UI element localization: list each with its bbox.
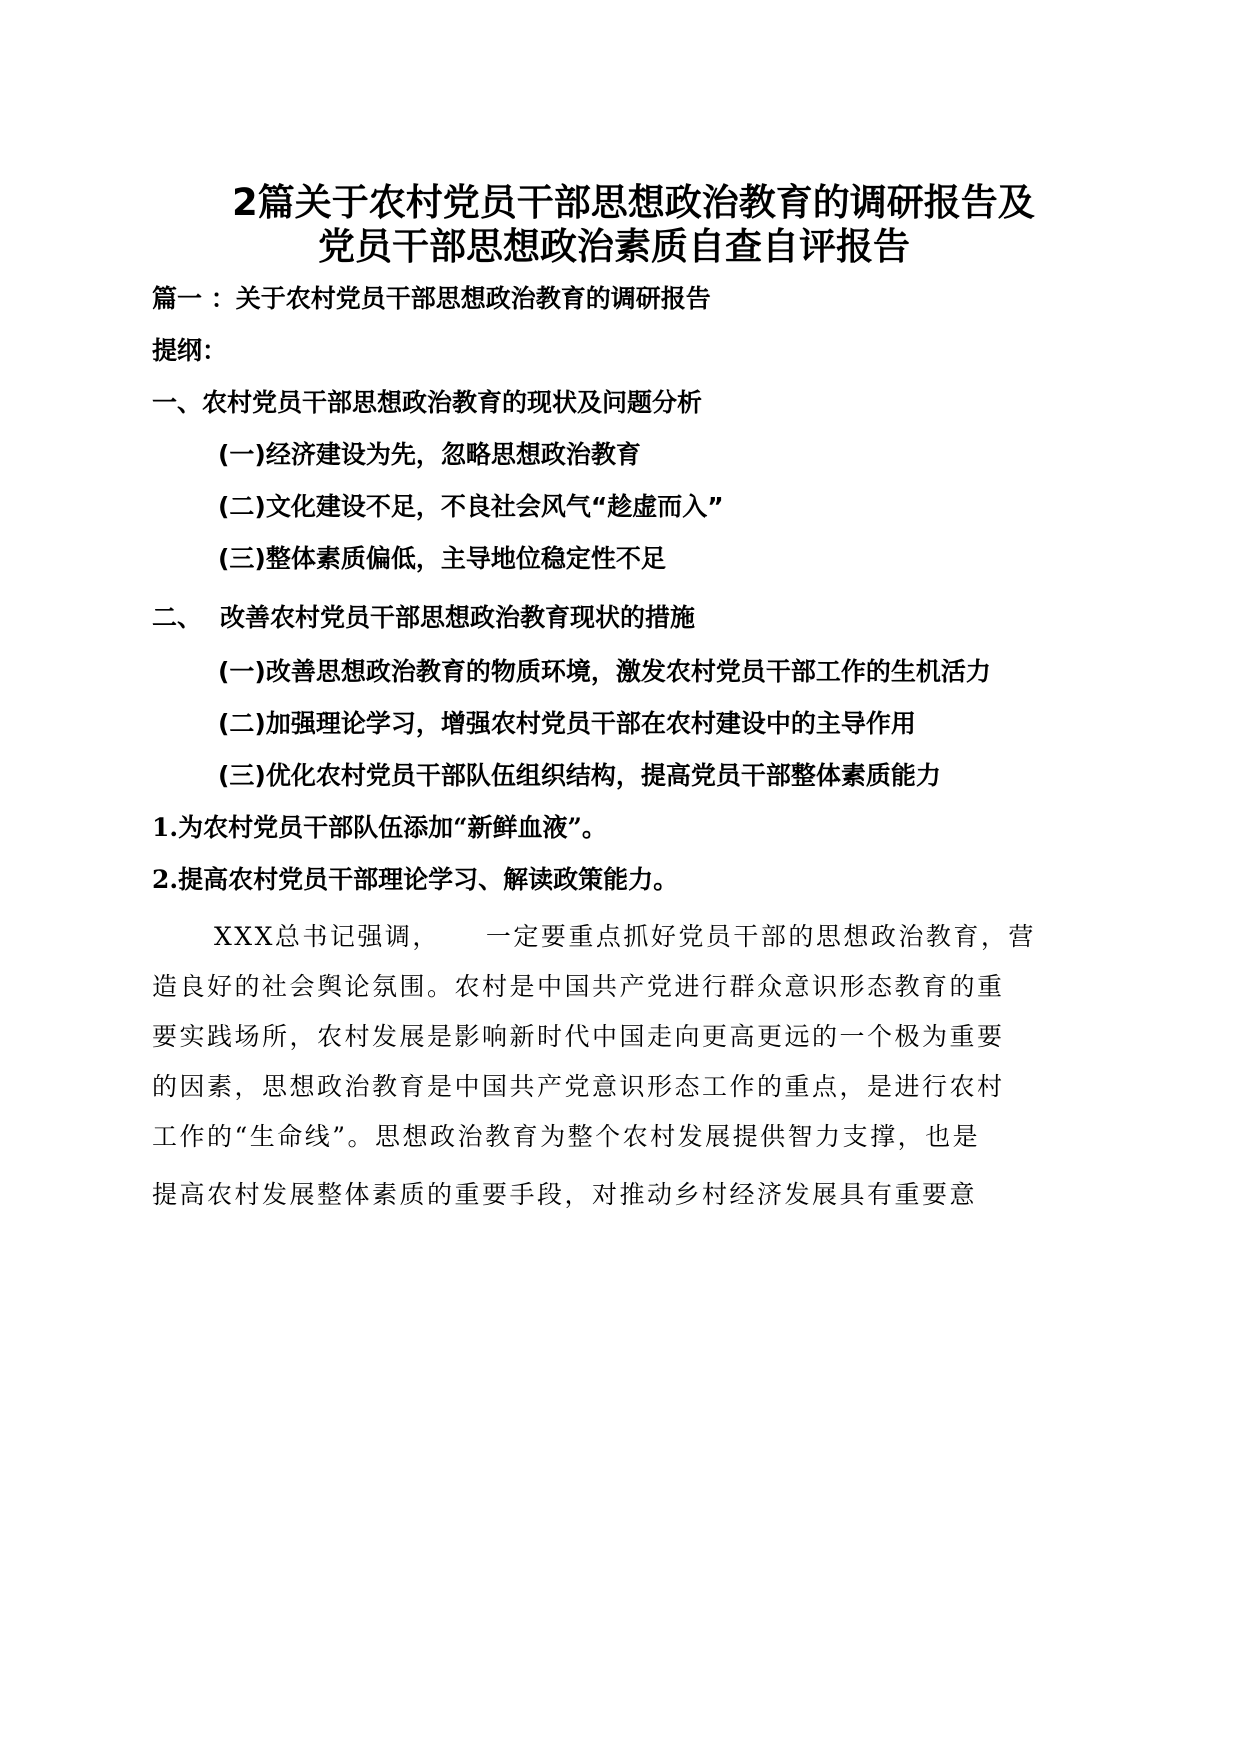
body-line-1a: XXX总书记强调， — [214, 922, 440, 951]
body-paragraph-line: 造良好的社会舆论氛围。农村是中国共产党进行群众意识形态教育的重 — [152, 972, 1005, 1001]
document-title-line-2: 党员干部思想政治素质自查自评报告 — [318, 225, 910, 268]
section-1-item: (三)整体素质偏低，主导地位稳定性不足 — [218, 544, 666, 573]
section-2-number: 二、 — [152, 603, 203, 632]
section-2-item: (三)优化农村党员干部队伍组织结构，提高党员干部整体素质能力 — [218, 761, 941, 790]
body-paragraph-line — [152, 920, 1120, 954]
section-2-heading — [152, 601, 695, 635]
point-1: 1.为农村党员干部队伍添加“新鲜血液”。 — [152, 813, 607, 842]
section-2-item: (二)加强理论学习，增强农村党员干部在农村建设中的主导作用 — [218, 709, 916, 738]
body-line-1b: 一定要重点抓好党员干部的思想政治教育，营 — [485, 922, 1036, 951]
section-1-item: (二)文化建设不足，不良社会风气“趁虚而入” — [218, 492, 724, 521]
body-paragraph-line: 工作的“生命线”。思想政治教育为整个农村发展提供智力支撑，也是 — [152, 1122, 981, 1151]
point-2: 2.提高农村党员干部理论学习、解读政策能力。 — [152, 865, 679, 894]
body-paragraph-line: 要实践场所，农村发展是影响新时代中国走向更高更远的一个极为重要 — [152, 1022, 1005, 1051]
body-paragraph-line: 提高农村发展整体素质的重要手段，对推动乡村经济发展具有重要意 — [152, 1180, 978, 1209]
body-paragraph-line: 的因素，思想政治教育是中国共产党意识形态工作的重点，是进行农村 — [152, 1072, 1005, 1101]
document-title-line-1: 2篇关于农村党员干部思想政治教育的调研报告及 — [232, 181, 1035, 224]
section-2-heading-text: 改善农村党员干部思想政治教育现状的措施 — [220, 603, 696, 632]
section-1-heading: 一、农村党员干部思想政治教育的现状及问题分析 — [152, 388, 703, 417]
part-heading: 篇一 ：关于农村党员干部思想政治教育的调研报告 — [152, 284, 711, 313]
section-2-item: (一)改善思想政治教育的物质环境，激发农村党员干部工作的生机活力 — [218, 657, 991, 686]
outline-label: 提纲： — [152, 336, 228, 365]
section-1-item: (一)经济建设为先，忽略思想政治教育 — [218, 440, 641, 469]
